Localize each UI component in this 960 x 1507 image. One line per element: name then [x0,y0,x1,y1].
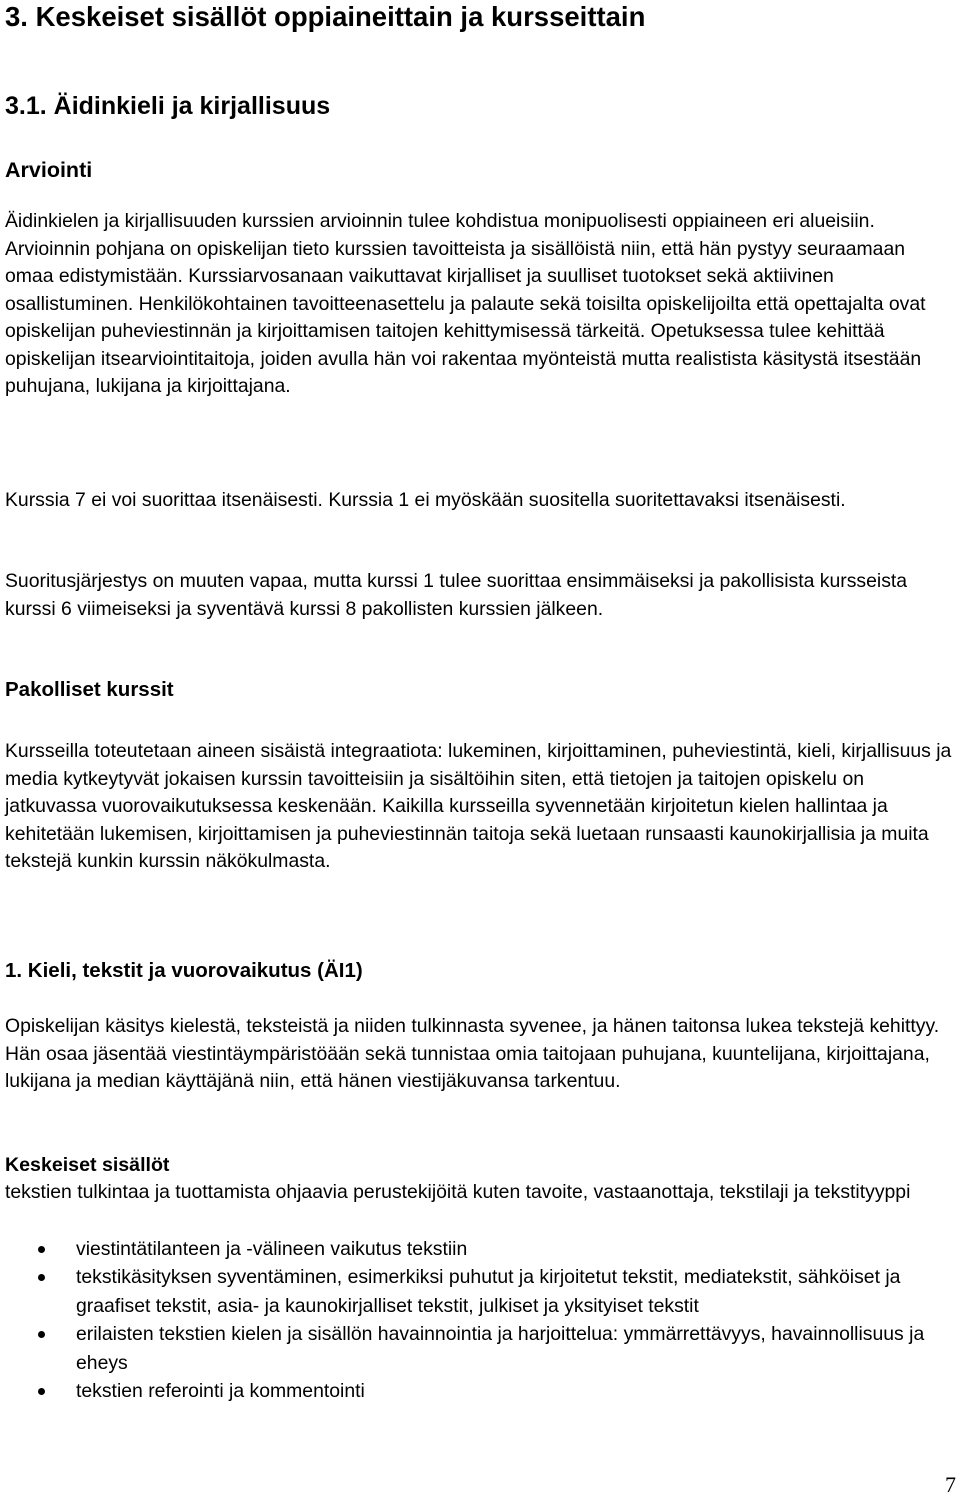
paragraph-course-1: Opiskelijan käsitys kielestä, teksteistä ja niiden tulkinnasta syvenee, ja hänen taitonsa lukea tekstejä kehittyy. Hän osaa jäsentää viestintäympäristöään sekä tunnistaa omia taitojaan puhujana, kuuntelijana, kirjoittajana, lukijana ja median käyttäjänä niin, että hänen viestijäkuvansa tarkentuu. [5,1015,940,1092]
bullet-icon [38,1331,45,1338]
bullet-icon [38,1274,45,1281]
page-number: 7 [945,1472,956,1497]
paragraph-arviointi: Äidinkielen ja kirjallisuuden kurssien arvioinnin tulee kohdistua monipuolisesti oppiaineen eri alueisiin. Arvioinnin pohjana on opiskelijan tieto kurssien tavoitteista ja sisällöistä niin, että hän pystyy seuraamaan omaa edistymistään. Kurssiarvosanaan vaikuttavat kirjalliset ja suulliset tuotokset sekä aktiivinen osallistuminen. Henkilökohtainen tavoitteenasettelu ja palaute sekä toisilta opiskelijoilta että opettajalta ovat opiskelijan puheviestinnän ja kirjoittamisen taitojen kehittymisessä tärkeitä. Opetuksessa tulee kehittää opiskelijan itsearviointitaitoja, joiden avulla hän voi rakentaa myönteistä mutta realistista käsitystä itsestään puhujana, lukijana ja kirjoittajana. [5,210,926,397]
section-heading-arviointi: Arviointi [5,158,93,182]
list-item: erilaisten tekstien kielen ja sisällön havainnointia ja harjoittelua: ymmärrettävyys, havainnollisuus ja eheys [5,1320,957,1377]
heading-keskeiset-sisallot: Keskeiset sisällöt [5,1154,170,1176]
paragraph-pakolliset: Kursseilla toteutetaan aineen sisäistä integraatiota: lukeminen, kirjoittaminen, puheviestintä, kieli, kirjallisuus ja media kytkeytyvät jokaisen kurssin tavoitteisiin ja sisältöihin siten, että tietojen ja taitojen opiskelu on jatkuvassa vuorovaikutuksessa keskenään. Kaikilla kursseilla syvennetään kirjoitetun kielen hallintaa ja kehitetään lukemisen, kirjoittamisen ja puheviestinnän taitoja sekä luetaan runsaasti kaunokirjallisia ja muita tekstejä kunkin kurssin näkökulmasta. [5,740,952,872]
subchapter-heading: 3.1. Äidinkieli ja kirjallisuus [5,92,331,120]
content-bullet-list [5,1235,957,1405]
bullet-icon [38,1388,45,1395]
bullet-icon [38,1246,45,1253]
paragraph-suoritusjarjestys: Suoritusjärjestys on muuten vapaa, mutta kurssi 1 tulee suorittaa ensimmäiseksi ja pakollisista kursseista kurssi 6 viimeiseksi ja syventävä kurssi 8 pakollisten kurssien jälkeen. [5,570,908,620]
list-item: tekstien referointi ja kommentointi [5,1377,957,1405]
heading-pakolliset-kurssit: Pakolliset kurssit [5,678,174,701]
chapter-heading: 3. Keskeiset sisällöt oppiaineittain ja kursseittain [5,1,646,32]
heading-course-1: 1. Kieli, tekstit ja vuorovaikutus (ÄI1) [5,959,363,982]
list-item: tekstikäsityksen syventäminen, esimerkiksi puhutut ja kirjoitetut tekstit, mediatekstit, sähköiset ja graafiset tekstit, asia- ja kaunokirjalliset tekstit, julkiset ja yksityiset tekstit [5,1263,957,1320]
paragraph-kurssi7: Kurssia 7 ei voi suorittaa itsenäisesti. Kurssia 1 ei myöskään suositella suoritettavaksi itsenäisesti. [5,489,846,511]
list-item: viestintätilanteen ja -välineen vaikutus tekstiin [5,1235,957,1263]
paragraph-keskeiset: tekstien tulkintaa ja tuottamista ohjaavia perustekijöitä kuten tavoite, vastaanottaja, tekstilaji ja tekstityyppi [5,1181,911,1203]
